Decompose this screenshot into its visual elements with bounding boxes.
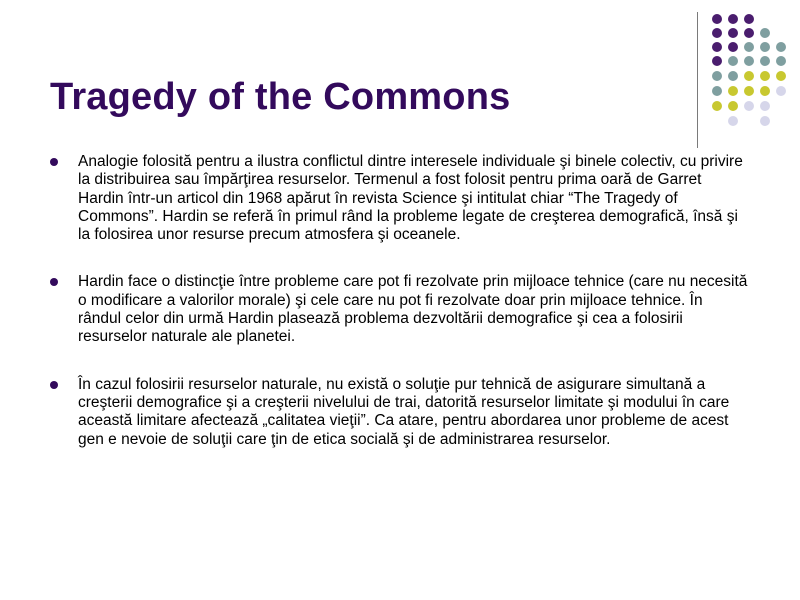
bullet-dot-icon — [50, 381, 58, 389]
decorative-dot — [712, 86, 722, 96]
bullet-list — [48, 153, 748, 478]
decorative-dot — [760, 86, 770, 96]
bullet-dot-icon — [50, 158, 58, 166]
decorative-dot — [760, 116, 770, 126]
bullet-text: Analogie folosită pentru a ilustra conflictul dintre interesele individuale şi binele colectiv, cu privire la distribuirea sau împărţirea resurselor. Termenul a fost folosit pentru prima oară de Garret Hardin într-un articol din 1968 apărut în revista Science şi intitulat chiar “The Tragedy of Commons”. Hardin se referă în primul rând la probleme legate de creşterea demografică, însă şi la folosirea unor resurse precum atmosfera şi oceanele. — [78, 153, 743, 244]
bullet-item — [48, 273, 748, 346]
bullet-item — [48, 376, 748, 449]
decorative-dot — [712, 101, 722, 111]
decorative-dot — [760, 42, 770, 52]
decorative-dot — [728, 42, 738, 52]
bullet-item — [48, 153, 748, 244]
decorative-dot — [712, 14, 722, 24]
decorative-dot — [728, 14, 738, 24]
bullet-text: În cazul folosirii resurselor naturale, nu există o soluţie pur tehnică de asigurare simultană a creşterii demografice şi a creşterii nivelului de trai, datorită resurselor limitate şi modului în care această limitare afectează „calitatea vieţii”. Ca atare, pentru abordarea unor probleme de acest gen e nevoie de soluţii care ţin de etica socială şi de administrarea resurselor. — [78, 375, 730, 448]
decorative-dot — [728, 56, 738, 66]
decorative-dot — [776, 56, 786, 66]
decorative-dot — [744, 28, 754, 38]
decorative-dot — [712, 28, 722, 38]
decorative-dot — [776, 42, 786, 52]
decorative-dot — [728, 86, 738, 96]
decorative-dot — [744, 42, 754, 52]
decorative-dot — [744, 86, 754, 96]
decorative-dot — [760, 56, 770, 66]
decorative-dot — [728, 71, 738, 81]
divider-line — [697, 12, 698, 148]
decorative-dot — [776, 71, 786, 81]
bullet-text: Hardin face o distincţie între probleme care pot fi rezolvate prin mijloace tehnice (care nu necesită o modificare a valorilor morale) şi cele care nu pot fi rezolvate doar prin mijloace tehnice. În rândul celor din urmă Hardin plasează problema dezvoltării demografice şi cea a folosirii resurselor naturale ale planetei. — [78, 273, 748, 346]
decorative-dot — [744, 71, 754, 81]
decorative-dot — [744, 14, 754, 24]
slide-title: Tragedy of the Commons — [50, 76, 511, 118]
bullet-dot-icon — [50, 278, 58, 286]
decorative-dot — [760, 71, 770, 81]
decorative-dot — [712, 71, 722, 81]
decorative-dot — [744, 101, 754, 111]
decorative-dot — [744, 56, 754, 66]
decorative-dot — [712, 42, 722, 52]
decorative-dot — [776, 86, 786, 96]
decorative-dot — [760, 28, 770, 38]
decorative-dot — [728, 116, 738, 126]
decorative-dot — [728, 101, 738, 111]
decorative-dot — [712, 56, 722, 66]
decorative-dot — [760, 101, 770, 111]
decorative-dot — [728, 28, 738, 38]
